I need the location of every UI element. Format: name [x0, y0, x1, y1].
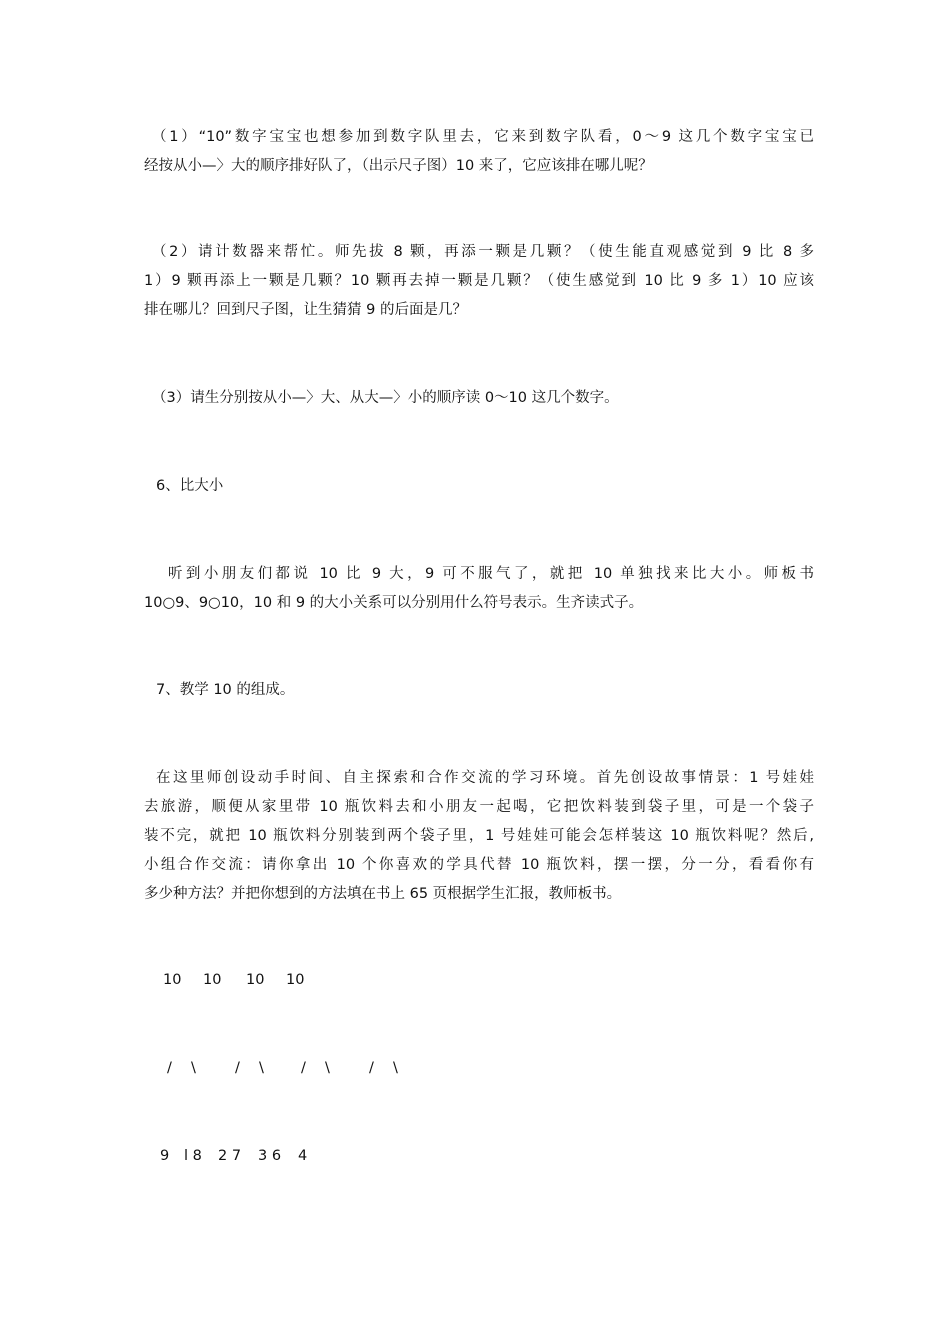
paragraph-1-line-1: （1）“10”数字宝宝也想参加到数字队里去，它来到数字队看，0～9 这几个数字宝宝已: [152, 129, 814, 145]
left-branch-mark: /: [369, 1060, 374, 1076]
paragraph-3: [144, 384, 814, 413]
right-branch-mark: \: [325, 1060, 330, 1076]
left-branch-mark: /: [235, 1060, 240, 1076]
composition-part: 3 6: [258, 1148, 282, 1164]
composition-top-number: 10: [203, 972, 222, 988]
paragraph-5-line-3: 装不完，就把 10 瓶饮料分别装到两个袋子里，1 号娃娃可能会怎样装这 10 瓶饮料呢？然后,: [144, 828, 814, 844]
composition-top-number: 10: [163, 972, 182, 988]
composition-top-number: 10: [286, 972, 305, 988]
left-branch-mark: /: [167, 1060, 172, 1076]
paragraph-5-line-1: 在这里师创设动手时间、自主探索和合作交流的学习环境。首先创设故事情景：1 号娃娃: [156, 770, 814, 786]
composition-top-number: 10: [246, 972, 265, 988]
composition-part: 9: [160, 1148, 170, 1164]
right-branch-mark: \: [191, 1060, 196, 1076]
section-heading-6: [144, 472, 814, 501]
paragraph-4: [144, 560, 814, 618]
paragraph-4-line-1: 听到小朋友们都说 10 比 9 大，9 可不服气了，就把 10 单独找来比大小。师板书: [168, 566, 814, 582]
section-heading-7-text: 7、教学 10 的组成。: [156, 682, 295, 698]
paragraph-2: [144, 238, 814, 325]
paragraph-1-line-2: 经按从小—〉大的顺序排好队了，（出示尺子图）10 来了，它应该排在哪儿呢？: [144, 158, 653, 174]
paragraph-2-line-2: 1）9 颗再添上一颗是几颗？10 颗再去掉一颗是几颗？（使生感觉到 10 比 9 多 1）10 应该: [144, 273, 814, 289]
paragraph-5-line-4: 小组合作交流：请你拿出 10 个你喜欢的学具代替 10 瓶饮料，摆一摆，分一分，看看你有: [144, 857, 814, 873]
paragraph-5-line-5: 多少种方法？并把你想到的方法填在书上 65 页根据学生汇报，教师板书。: [144, 886, 622, 902]
paragraph-1: [144, 123, 814, 181]
composition-branch-row: [0, 1054, 950, 1083]
right-branch-mark: \: [259, 1060, 264, 1076]
paragraph-4-line-2: 10○9、9○10，10 和 9 的大小关系可以分别用什么符号表示。生齐读式子。: [144, 595, 644, 611]
composition-part: 2 7: [218, 1148, 242, 1164]
paragraph-5: [144, 764, 814, 909]
paragraph-5-line-2: 去旅游，顺便从家里带 10 瓶饮料去和小朋友一起喝，它把饮料装到袋子里，可是一个袋子: [144, 799, 814, 815]
paragraph-2-line-1: （2）请计数器来帮忙。师先拔 8 颗，再添一颗是几颗？（使生能直观感觉到 9 比 8 多: [152, 244, 814, 260]
composition-top-row: [0, 966, 950, 995]
right-branch-mark: \: [393, 1060, 398, 1076]
left-branch-mark: /: [301, 1060, 306, 1076]
section-heading-7: [144, 676, 814, 705]
section-heading-6-text: 6、比大小: [156, 478, 224, 494]
paragraph-3-line-1: （3）请生分别按从小—〉大、从大—〉小的顺序读 0～10 这几个数字。: [152, 390, 619, 406]
composition-part: 4: [298, 1148, 308, 1164]
paragraph-2-line-3: 排在哪儿？回到尺子图，让生猜猜 9 的后面是几？: [144, 302, 467, 318]
composition-part: l 8: [184, 1148, 202, 1164]
composition-bottom-row: [0, 1142, 950, 1171]
